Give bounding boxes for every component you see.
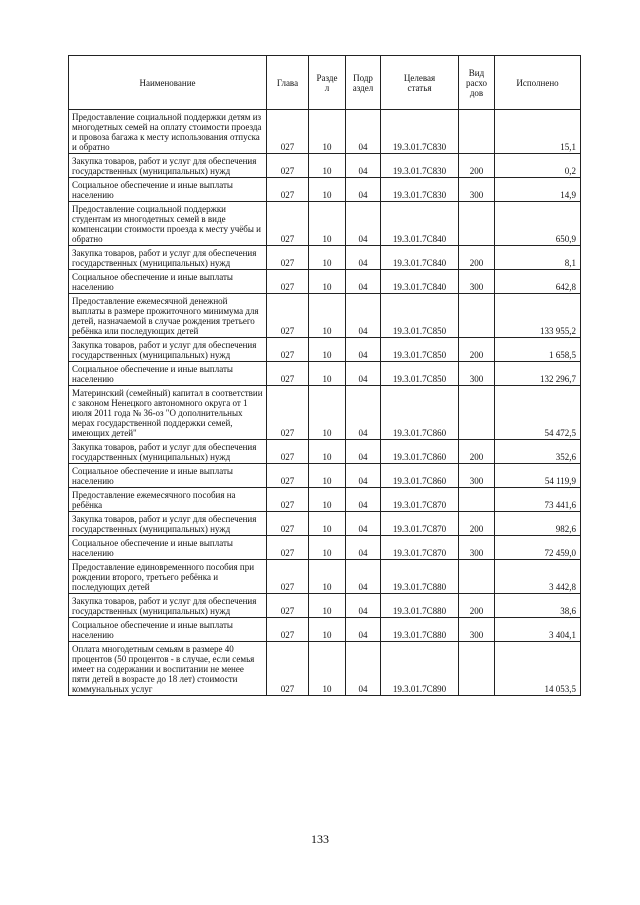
cell-expense-type [459, 294, 495, 338]
cell-chapter: 027 [267, 488, 309, 512]
cell-section: 10 [309, 488, 346, 512]
page-number: 133 [311, 832, 329, 846]
cell-chapter: 027 [267, 270, 309, 294]
cell-name: Предоставление ежемесячного пособия на ребёнка [69, 488, 267, 512]
cell-name: Социальное обеспечение и иные выплаты населению [69, 536, 267, 560]
cell-name: Предоставление ежемесячной денежной выплаты в размере прожиточного минимума для детей, назначаемой в случае рождения третьего ребёнка или последующих детей [69, 294, 267, 338]
cell-expense-type [459, 642, 495, 696]
cell-subsection: 04 [346, 246, 381, 270]
cell-expense-type: 200 [459, 246, 495, 270]
cell-target-article: 19.3.01.7С830 [381, 154, 459, 178]
cell-expense-type: 300 [459, 618, 495, 642]
cell-section: 10 [309, 338, 346, 362]
cell-name: Социальное обеспечение и иные выплаты населению [69, 362, 267, 386]
cell-target-article: 19.3.01.7С860 [381, 464, 459, 488]
cell-section: 10 [309, 642, 346, 696]
cell-chapter: 027 [267, 246, 309, 270]
cell-target-article: 19.3.01.7С840 [381, 270, 459, 294]
cell-name: Социальное обеспечение и иные выплаты населению [69, 178, 267, 202]
cell-chapter: 027 [267, 440, 309, 464]
table-row [69, 464, 581, 488]
cell-name: Закупка товаров, работ и услуг для обеспечения государственных (муниципальных) нужд [69, 154, 267, 178]
cell-name: Закупка товаров, работ и услуг для обеспечения государственных (муниципальных) нужд [69, 594, 267, 618]
cell-expense-type: 200 [459, 594, 495, 618]
cell-chapter: 027 [267, 386, 309, 440]
cell-target-article: 19.3.01.7С840 [381, 202, 459, 246]
cell-target-article: 19.3.01.7С870 [381, 488, 459, 512]
cell-subsection: 04 [346, 512, 381, 536]
cell-section: 10 [309, 362, 346, 386]
cell-section: 10 [309, 560, 346, 594]
cell-executed: 54 472,5 [495, 386, 581, 440]
cell-subsection: 04 [346, 560, 381, 594]
table-row [69, 178, 581, 202]
table-row [69, 270, 581, 294]
table-row [69, 488, 581, 512]
header-expense-type: Вид расхо дов [459, 56, 495, 110]
cell-section: 10 [309, 270, 346, 294]
cell-section: 10 [309, 202, 346, 246]
cell-chapter: 027 [267, 362, 309, 386]
header-chapter: Глава [267, 56, 309, 110]
cell-chapter: 027 [267, 154, 309, 178]
cell-executed: 132 296,7 [495, 362, 581, 386]
table-row [69, 594, 581, 618]
cell-name: Социальное обеспечение и иные выплаты населению [69, 270, 267, 294]
cell-executed: 650,9 [495, 202, 581, 246]
cell-target-article: 19.3.01.7С850 [381, 294, 459, 338]
cell-target-article: 19.3.01.7С860 [381, 386, 459, 440]
cell-section: 10 [309, 512, 346, 536]
header-section: Разде л [309, 56, 346, 110]
cell-executed: 73 441,6 [495, 488, 581, 512]
cell-executed: 3 404,1 [495, 618, 581, 642]
cell-expense-type: 200 [459, 440, 495, 464]
table-row [69, 440, 581, 464]
table-row [69, 536, 581, 560]
cell-target-article: 19.3.01.7С850 [381, 338, 459, 362]
cell-expense-type [459, 488, 495, 512]
header-target: Целевая статья [381, 56, 459, 110]
table-row [69, 294, 581, 338]
cell-target-article: 19.3.01.7С880 [381, 618, 459, 642]
document-page [68, 55, 580, 696]
table-row [69, 362, 581, 386]
cell-subsection: 04 [346, 536, 381, 560]
cell-subsection: 04 [346, 488, 381, 512]
cell-executed: 8,1 [495, 246, 581, 270]
cell-name: Материнский (семейный) капитал в соответствии с законом Ненецкого автономного округа от 1 июля 2011 года № 36-оз "О дополнительных мерах государственной поддержки семей, имеющих детей" [69, 386, 267, 440]
cell-section: 10 [309, 536, 346, 560]
cell-chapter: 027 [267, 512, 309, 536]
cell-executed: 133 955,2 [495, 294, 581, 338]
cell-executed: 15,1 [495, 110, 581, 154]
cell-section: 10 [309, 110, 346, 154]
cell-chapter: 027 [267, 594, 309, 618]
cell-name: Закупка товаров, работ и услуг для обеспечения государственных (муниципальных) нужд [69, 440, 267, 464]
cell-name: Предоставление единовременного пособия при рождении второго, третьего ребёнка и последующих детей [69, 560, 267, 594]
cell-subsection: 04 [346, 294, 381, 338]
cell-expense-type [459, 110, 495, 154]
cell-section: 10 [309, 464, 346, 488]
cell-subsection: 04 [346, 464, 381, 488]
table-row [69, 202, 581, 246]
cell-section: 10 [309, 178, 346, 202]
cell-name: Закупка товаров, работ и услуг для обеспечения государственных (муниципальных) нужд [69, 512, 267, 536]
cell-subsection: 04 [346, 642, 381, 696]
cell-chapter: 027 [267, 338, 309, 362]
cell-section: 10 [309, 386, 346, 440]
cell-name: Социальное обеспечение и иные выплаты населению [69, 618, 267, 642]
cell-executed: 14 053,5 [495, 642, 581, 696]
cell-chapter: 027 [267, 294, 309, 338]
cell-executed: 0,2 [495, 154, 581, 178]
cell-name: Оплата многодетным семьям в размере 40 процентов (50 процентов - в случае, если семья имеет на содержании и воспитании не менее пяти детей в возрасте до 18 лет) стоимости коммунальных услуг [69, 642, 267, 696]
cell-expense-type [459, 386, 495, 440]
table-row [69, 246, 581, 270]
cell-target-article: 19.3.01.7С850 [381, 362, 459, 386]
cell-target-article: 19.3.01.7С840 [381, 246, 459, 270]
cell-target-article: 19.3.01.7С880 [381, 560, 459, 594]
cell-target-article: 19.3.01.7С870 [381, 512, 459, 536]
table-row [69, 642, 581, 696]
cell-target-article: 19.3.01.7С870 [381, 536, 459, 560]
cell-expense-type: 300 [459, 270, 495, 294]
header-row [69, 56, 581, 110]
cell-target-article: 19.3.01.7С890 [381, 642, 459, 696]
cell-section: 10 [309, 294, 346, 338]
cell-expense-type: 200 [459, 154, 495, 178]
cell-subsection: 04 [346, 594, 381, 618]
cell-name: Предоставление социальной поддержки детям из многодетных семей на оплату стоимости проезда и провоза багажа к месту использования отпуска и обратно [69, 110, 267, 154]
cell-name: Закупка товаров, работ и услуг для обеспечения государственных (муниципальных) нужд [69, 246, 267, 270]
cell-chapter: 027 [267, 560, 309, 594]
cell-subsection: 04 [346, 386, 381, 440]
cell-expense-type: 300 [459, 362, 495, 386]
cell-target-article: 19.3.01.7С830 [381, 178, 459, 202]
cell-chapter: 027 [267, 202, 309, 246]
cell-executed: 352,6 [495, 440, 581, 464]
cell-section: 10 [309, 618, 346, 642]
cell-target-article: 19.3.01.7С830 [381, 110, 459, 154]
cell-subsection: 04 [346, 618, 381, 642]
cell-subsection: 04 [346, 110, 381, 154]
cell-name: Социальное обеспечение и иные выплаты населению [69, 464, 267, 488]
cell-executed: 14,9 [495, 178, 581, 202]
cell-subsection: 04 [346, 338, 381, 362]
cell-target-article: 19.3.01.7С860 [381, 440, 459, 464]
cell-target-article: 19.3.01.7С880 [381, 594, 459, 618]
cell-chapter: 027 [267, 536, 309, 560]
cell-executed: 642,8 [495, 270, 581, 294]
cell-subsection: 04 [346, 440, 381, 464]
table-row [69, 618, 581, 642]
cell-section: 10 [309, 594, 346, 618]
cell-expense-type [459, 560, 495, 594]
cell-subsection: 04 [346, 270, 381, 294]
cell-executed: 72 459,0 [495, 536, 581, 560]
cell-chapter: 027 [267, 642, 309, 696]
table-row [69, 512, 581, 536]
cell-expense-type [459, 202, 495, 246]
cell-name: Закупка товаров, работ и услуг для обеспечения государственных (муниципальных) нужд [69, 338, 267, 362]
cell-executed: 3 442,8 [495, 560, 581, 594]
table-row [69, 386, 581, 440]
header-name: Наименование [69, 56, 267, 110]
cell-expense-type: 300 [459, 536, 495, 560]
cell-section: 10 [309, 246, 346, 270]
cell-executed: 982,6 [495, 512, 581, 536]
table-row [69, 110, 581, 154]
table-row [69, 154, 581, 178]
cell-subsection: 04 [346, 178, 381, 202]
cell-chapter: 027 [267, 618, 309, 642]
cell-section: 10 [309, 154, 346, 178]
cell-subsection: 04 [346, 154, 381, 178]
header-executed: Исполнено [495, 56, 581, 110]
cell-chapter: 027 [267, 464, 309, 488]
cell-expense-type: 300 [459, 178, 495, 202]
cell-executed: 38,6 [495, 594, 581, 618]
cell-name: Предоставление социальной поддержки студентам из многодетных семей в виде компенсации стоимости проезда к месту учёбы и обратно [69, 202, 267, 246]
header-subsection: Подр аздел [346, 56, 381, 110]
cell-section: 10 [309, 440, 346, 464]
budget-table [68, 55, 581, 696]
cell-subsection: 04 [346, 202, 381, 246]
table-row [69, 338, 581, 362]
cell-expense-type: 300 [459, 464, 495, 488]
table-row [69, 560, 581, 594]
cell-expense-type: 200 [459, 512, 495, 536]
cell-subsection: 04 [346, 362, 381, 386]
cell-executed: 1 658,5 [495, 338, 581, 362]
cell-executed: 54 119,9 [495, 464, 581, 488]
cell-expense-type: 200 [459, 338, 495, 362]
cell-chapter: 027 [267, 178, 309, 202]
cell-chapter: 027 [267, 110, 309, 154]
